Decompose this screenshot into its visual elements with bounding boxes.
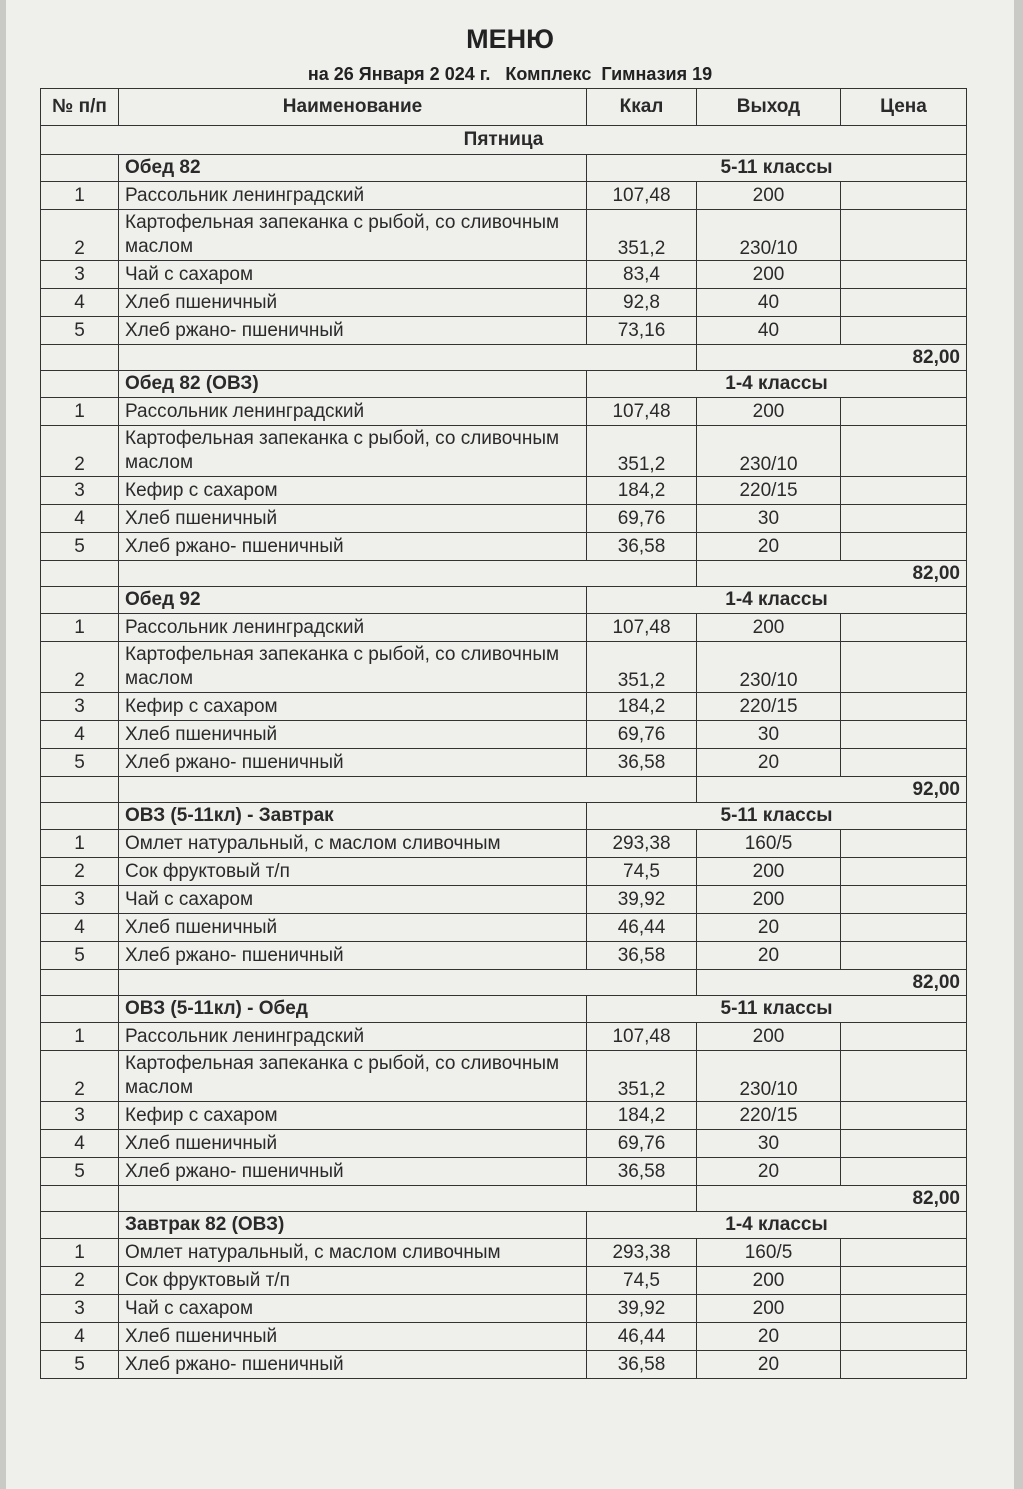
- item-price: [841, 1351, 967, 1379]
- item-kcal: 92,8: [587, 289, 697, 317]
- total-spacer: [119, 1186, 697, 1212]
- item-output: 20: [697, 1351, 841, 1379]
- item-name: Хлеб ржано- пшеничный: [119, 533, 587, 561]
- item-price: [841, 1102, 967, 1130]
- section-name: Обед 92: [119, 587, 587, 614]
- item-price: [841, 830, 967, 858]
- menu-item-row: [41, 749, 967, 777]
- item-name: Рассольник ленинградский: [119, 182, 587, 210]
- item-num: 2: [41, 858, 119, 886]
- item-kcal: 184,2: [587, 1102, 697, 1130]
- item-kcal: 351,2: [587, 426, 697, 477]
- item-output: 160/5: [697, 830, 841, 858]
- item-output: 200: [697, 1267, 841, 1295]
- item-num: 4: [41, 721, 119, 749]
- menu-item-row: [41, 317, 967, 345]
- item-kcal: 293,38: [587, 830, 697, 858]
- item-name: Чай с сахаром: [119, 1295, 587, 1323]
- column-header-num: № п/п: [41, 89, 119, 126]
- menu-item-row: [41, 858, 967, 886]
- menu-item-row: [41, 1267, 967, 1295]
- item-price: [841, 693, 967, 721]
- item-num: 4: [41, 505, 119, 533]
- table-header-row: [41, 89, 967, 126]
- item-name: Хлеб пшеничный: [119, 289, 587, 317]
- item-price: [841, 182, 967, 210]
- item-num: 2: [41, 1051, 119, 1102]
- item-kcal: 36,58: [587, 749, 697, 777]
- menu-item-row: [41, 477, 967, 505]
- item-output: 220/15: [697, 693, 841, 721]
- item-kcal: 184,2: [587, 693, 697, 721]
- item-num: 3: [41, 477, 119, 505]
- section-header-row: [41, 155, 967, 182]
- section-num-cell: [41, 155, 119, 182]
- item-output: 40: [697, 289, 841, 317]
- item-kcal: 39,92: [587, 886, 697, 914]
- item-num: 1: [41, 1023, 119, 1051]
- item-num: 1: [41, 398, 119, 426]
- total-spacer-num: [41, 561, 119, 587]
- column-header-output: Выход: [697, 89, 841, 126]
- section-total-row: [41, 777, 967, 803]
- day-label: Пятница: [41, 126, 967, 155]
- section-total-price: 82,00: [697, 1186, 967, 1212]
- menu-item-row: [41, 1023, 967, 1051]
- item-kcal: 46,44: [587, 914, 697, 942]
- item-output: 200: [697, 182, 841, 210]
- item-name: Омлет натуральный, с маслом сливочным: [119, 1239, 587, 1267]
- total-spacer: [119, 345, 697, 371]
- total-spacer: [119, 777, 697, 803]
- item-num: 3: [41, 693, 119, 721]
- item-price: [841, 614, 967, 642]
- item-price: [841, 1267, 967, 1295]
- item-price: [841, 533, 967, 561]
- section-classes: 1-4 классы: [587, 371, 967, 398]
- item-name: Омлет натуральный, с маслом сливочным: [119, 830, 587, 858]
- item-name: Кефир с сахаром: [119, 693, 587, 721]
- item-output: 40: [697, 317, 841, 345]
- item-kcal: 69,76: [587, 721, 697, 749]
- menu-item-row: [41, 1051, 967, 1102]
- menu-item-row: [41, 642, 967, 693]
- menu-item-row: [41, 942, 967, 970]
- item-num: 4: [41, 289, 119, 317]
- item-output: 20: [697, 749, 841, 777]
- item-price: [841, 505, 967, 533]
- item-num: 5: [41, 317, 119, 345]
- menu-item-row: [41, 1351, 967, 1379]
- section-name: ОВЗ (5-11кл) - Обед: [119, 996, 587, 1023]
- section-num-cell: [41, 1212, 119, 1239]
- item-price: [841, 1239, 967, 1267]
- menu-item-row: [41, 426, 967, 477]
- item-output: 20: [697, 533, 841, 561]
- item-kcal: 46,44: [587, 1323, 697, 1351]
- item-price: [841, 858, 967, 886]
- item-name: Чай с сахаром: [119, 261, 587, 289]
- menu-item-row: [41, 505, 967, 533]
- section-total-row: [41, 561, 967, 587]
- item-name: Чай с сахаром: [119, 886, 587, 914]
- item-output: 230/10: [697, 426, 841, 477]
- item-kcal: 36,58: [587, 1351, 697, 1379]
- section-num-cell: [41, 803, 119, 830]
- item-output: 220/15: [697, 477, 841, 505]
- item-num: 3: [41, 1102, 119, 1130]
- page-subtitle: на 26 Января 2 024 г. Комплекс Гимназия 19: [307, 64, 713, 84]
- item-kcal: 36,58: [587, 533, 697, 561]
- item-price: [841, 477, 967, 505]
- item-name: Хлеб пшеничный: [119, 914, 587, 942]
- menu-item-row: [41, 1295, 967, 1323]
- menu-item-row: [41, 914, 967, 942]
- item-output: 20: [697, 914, 841, 942]
- item-kcal: 107,48: [587, 398, 697, 426]
- item-price: [841, 1323, 967, 1351]
- item-price: [841, 261, 967, 289]
- item-name: Хлеб ржано- пшеничный: [119, 1158, 587, 1186]
- item-output: 200: [697, 858, 841, 886]
- item-num: 2: [41, 1267, 119, 1295]
- item-name: Хлеб ржано- пшеничный: [119, 317, 587, 345]
- item-name: Картофельная запеканка с рыбой, со сливочным маслом: [119, 642, 587, 693]
- section-name: Завтрак 82 (ОВЗ): [119, 1212, 587, 1239]
- menu-item-row: [41, 693, 967, 721]
- item-name: Рассольник ленинградский: [119, 614, 587, 642]
- column-header-kcal: Ккал: [587, 89, 697, 126]
- item-num: 4: [41, 1130, 119, 1158]
- section-classes: 5-11 классы: [587, 155, 967, 182]
- item-num: 4: [41, 914, 119, 942]
- item-price: [841, 1130, 967, 1158]
- item-price: [841, 886, 967, 914]
- item-price: [841, 942, 967, 970]
- total-spacer: [119, 561, 697, 587]
- total-spacer-num: [41, 970, 119, 996]
- menu-item-row: [41, 1102, 967, 1130]
- menu-sheet: [6, 0, 1014, 1489]
- menu-item-row: [41, 1323, 967, 1351]
- item-price: [841, 398, 967, 426]
- item-num: 4: [41, 1323, 119, 1351]
- section-header-row: [41, 803, 967, 830]
- item-price: [841, 1051, 967, 1102]
- section-num-cell: [41, 371, 119, 398]
- section-name: Обед 82: [119, 155, 587, 182]
- page-title: МЕНЮ: [466, 24, 554, 54]
- item-output: 200: [697, 1295, 841, 1323]
- total-spacer: [119, 970, 697, 996]
- section-header-row: [41, 996, 967, 1023]
- item-kcal: 351,2: [587, 210, 697, 261]
- total-spacer-num: [41, 345, 119, 371]
- item-num: 1: [41, 182, 119, 210]
- item-num: 5: [41, 533, 119, 561]
- item-price: [841, 426, 967, 477]
- item-kcal: 184,2: [587, 477, 697, 505]
- section-header-row: [41, 587, 967, 614]
- item-kcal: 74,5: [587, 1267, 697, 1295]
- menu-item-row: [41, 721, 967, 749]
- item-num: 5: [41, 1158, 119, 1186]
- section-total-row: [41, 1186, 967, 1212]
- menu-table-body: [41, 126, 967, 1379]
- item-name: Кефир с сахаром: [119, 1102, 587, 1130]
- item-kcal: 36,58: [587, 942, 697, 970]
- item-kcal: 351,2: [587, 642, 697, 693]
- item-output: 200: [697, 398, 841, 426]
- item-name: Сок фруктовый т/п: [119, 1267, 587, 1295]
- item-kcal: 69,76: [587, 505, 697, 533]
- item-kcal: 69,76: [587, 1130, 697, 1158]
- item-output: 20: [697, 1323, 841, 1351]
- menu-table: [40, 88, 967, 1379]
- item-num: 3: [41, 1295, 119, 1323]
- section-classes: 1-4 классы: [587, 587, 967, 614]
- item-output: 30: [697, 505, 841, 533]
- item-kcal: 351,2: [587, 1051, 697, 1102]
- item-name: Рассольник ленинградский: [119, 1023, 587, 1051]
- item-num: 2: [41, 642, 119, 693]
- item-price: [841, 1158, 967, 1186]
- total-spacer-num: [41, 777, 119, 803]
- menu-item-row: [41, 614, 967, 642]
- item-num: 3: [41, 261, 119, 289]
- menu-item-row: [41, 182, 967, 210]
- menu-item-row: [41, 398, 967, 426]
- item-num: 1: [41, 614, 119, 642]
- item-name: Хлеб пшеничный: [119, 1323, 587, 1351]
- menu-item-row: [41, 1158, 967, 1186]
- item-name: Картофельная запеканка с рыбой, со сливочным маслом: [119, 426, 587, 477]
- item-name: Хлеб ржано- пшеничный: [119, 942, 587, 970]
- section-classes: 5-11 классы: [587, 996, 967, 1023]
- item-output: 160/5: [697, 1239, 841, 1267]
- item-kcal: 36,58: [587, 1158, 697, 1186]
- item-output: 30: [697, 1130, 841, 1158]
- section-total-price: 82,00: [697, 970, 967, 996]
- menu-item-row: [41, 210, 967, 261]
- item-kcal: 107,48: [587, 182, 697, 210]
- item-name: Хлеб пшеничный: [119, 721, 587, 749]
- item-kcal: 83,4: [587, 261, 697, 289]
- section-header-row: [41, 371, 967, 398]
- menu-item-row: [41, 261, 967, 289]
- item-output: 200: [697, 886, 841, 914]
- item-output: 200: [697, 614, 841, 642]
- section-total-price: 82,00: [697, 345, 967, 371]
- section-total-row: [41, 970, 967, 996]
- item-price: [841, 1295, 967, 1323]
- item-price: [841, 317, 967, 345]
- item-price: [841, 721, 967, 749]
- day-row: [41, 126, 967, 155]
- item-output: 220/15: [697, 1102, 841, 1130]
- item-kcal: 107,48: [587, 1023, 697, 1051]
- item-kcal: 73,16: [587, 317, 697, 345]
- item-output: 200: [697, 1023, 841, 1051]
- menu-item-row: [41, 886, 967, 914]
- item-kcal: 293,38: [587, 1239, 697, 1267]
- item-name: Сок фруктовый т/п: [119, 858, 587, 886]
- column-header-name: Наименование: [119, 89, 587, 126]
- column-header-price: Цена: [841, 89, 967, 126]
- item-name: Картофельная запеканка с рыбой, со сливочным маслом: [119, 210, 587, 261]
- item-num: 3: [41, 886, 119, 914]
- item-price: [841, 210, 967, 261]
- item-name: Кефир с сахаром: [119, 477, 587, 505]
- item-output: 230/10: [697, 1051, 841, 1102]
- item-price: [841, 289, 967, 317]
- section-total-price: 92,00: [697, 777, 967, 803]
- menu-item-row: [41, 1239, 967, 1267]
- item-num: 5: [41, 1351, 119, 1379]
- menu-item-row: [41, 1130, 967, 1158]
- section-total-price: 82,00: [697, 561, 967, 587]
- item-name: Хлеб пшеничный: [119, 1130, 587, 1158]
- item-price: [841, 914, 967, 942]
- item-output: 20: [697, 942, 841, 970]
- total-spacer-num: [41, 1186, 119, 1212]
- item-name: Хлеб ржано- пшеничный: [119, 1351, 587, 1379]
- menu-item-row: [41, 830, 967, 858]
- item-num: 1: [41, 1239, 119, 1267]
- section-num-cell: [41, 996, 119, 1023]
- item-kcal: 74,5: [587, 858, 697, 886]
- item-num: 2: [41, 426, 119, 477]
- item-price: [841, 749, 967, 777]
- menu-item-row: [41, 289, 967, 317]
- menu-item-row: [41, 533, 967, 561]
- section-header-row: [41, 1212, 967, 1239]
- item-kcal: 39,92: [587, 1295, 697, 1323]
- section-num-cell: [41, 587, 119, 614]
- item-kcal: 107,48: [587, 614, 697, 642]
- section-name: ОВЗ (5-11кл) - Завтрак: [119, 803, 587, 830]
- section-total-row: [41, 345, 967, 371]
- item-price: [841, 642, 967, 693]
- item-num: 5: [41, 749, 119, 777]
- item-output: 200: [697, 261, 841, 289]
- section-name: Обед 82 (ОВЗ): [119, 371, 587, 398]
- section-classes: 1-4 классы: [587, 1212, 967, 1239]
- item-num: 1: [41, 830, 119, 858]
- item-output: 230/10: [697, 642, 841, 693]
- item-output: 230/10: [697, 210, 841, 261]
- item-price: [841, 1023, 967, 1051]
- item-name: Картофельная запеканка с рыбой, со сливочным маслом: [119, 1051, 587, 1102]
- item-output: 30: [697, 721, 841, 749]
- item-name: Хлеб пшеничный: [119, 505, 587, 533]
- item-name: Рассольник ленинградский: [119, 398, 587, 426]
- item-num: 5: [41, 942, 119, 970]
- item-num: 2: [41, 210, 119, 261]
- item-output: 20: [697, 1158, 841, 1186]
- section-classes: 5-11 классы: [587, 803, 967, 830]
- item-name: Хлеб ржано- пшеничный: [119, 749, 587, 777]
